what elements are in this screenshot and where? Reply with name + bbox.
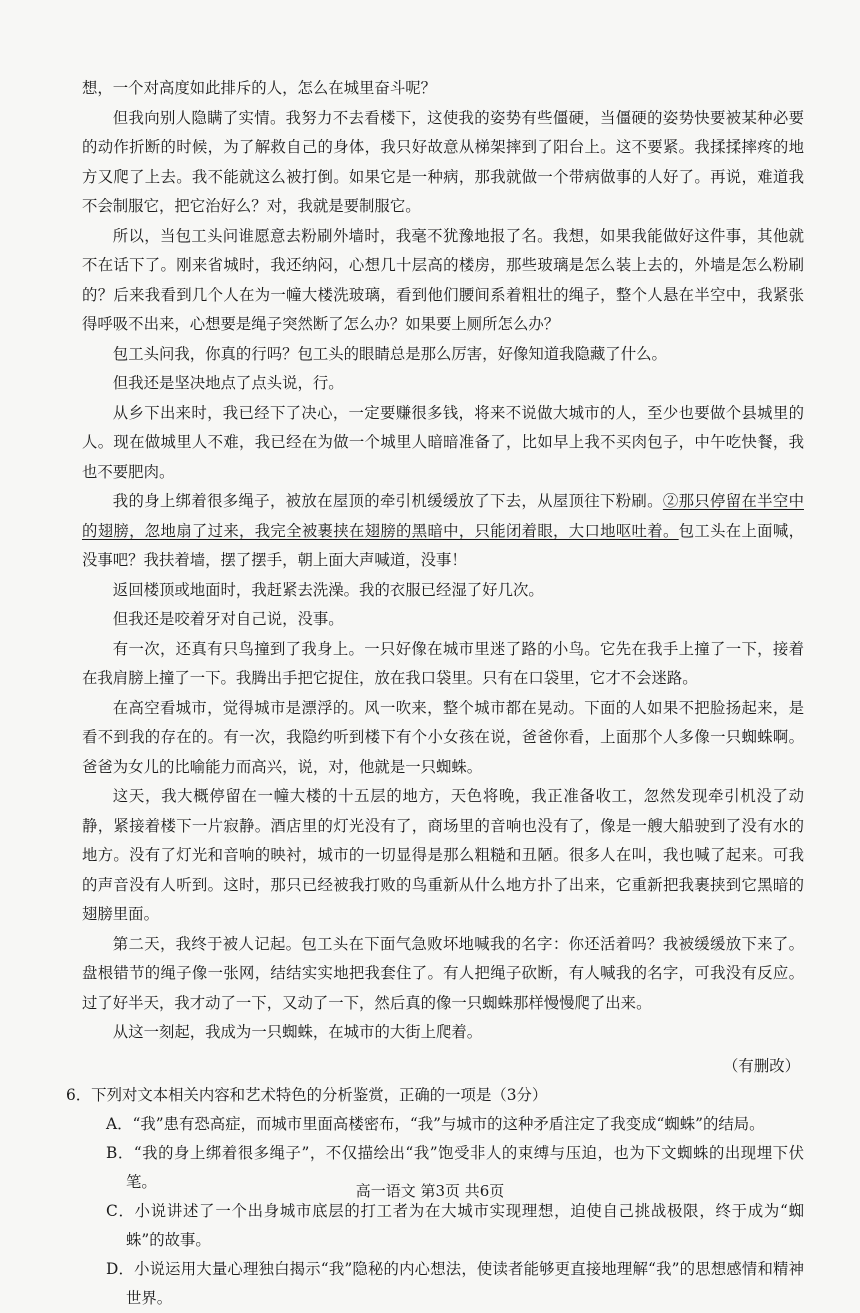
story-paragraph: 第二天，我终于被人记起。包工头在下面气急败坏地喊我的名字：你还活着吗？我被缓缓放下来了。盘根错节的绳子像一张网，结结实实地把我套住了。有人把绳子砍断，有人喊我的名字，可我没有反应。过了好半天，我才动了一下，又动了一下，然后真的像一只蜘蛛那样慢慢爬了出来。 (82, 934, 804, 1012)
paragraph-segment: 包工头在上面喊，没事吧？我扶着墙，摆了摆手，朝上面大声喊道，没事！ (82, 521, 804, 569)
story-paragraph-underlined (82, 487, 804, 576)
story-paragraph: 想，一个对高度如此排斥的人，怎么在城里奋斗呢？ (82, 79, 436, 97)
option-c: C．小说讲述了一个出身城市底层的打工者为在大城市实现理想，迫使自己挑战极限，终于成为“蜘蛛”的故事。 (106, 1201, 804, 1249)
story-paragraph: 所以，当包工头问谁愿意去粉刷外墙时，我毫不犹豫地报了名。我想，如果我能做好这件事，其他就不在话下了。刚来省城时，我还纳闷，心想几十层高的楼房，那些玻璃是怎么装上去的，外墙是怎么粉刷的？后来我看到几个人在为一幢大楼洗玻璃，看到他们腰间系着粗壮的绳子，整个人悬在半空中，我紧张得呼吸不出来，心想要是绳子突然断了怎么办？如果要上厕所怎么办？ (82, 226, 804, 333)
option-a: A．“我”患有恐高症，而城市里面高楼密布，“我”与城市的这种矛盾注定了我变成“蜘蛛”的结局。 (106, 1114, 765, 1133)
edit-note: （有删改） (723, 1056, 800, 1075)
option-d: D．小说运用大量心理独白揭示“我”隐秘的内心想法，使读者能够更直接地理解“我”的思想感情和精神世界。 (106, 1259, 804, 1307)
story-paragraph: 返回楼顶或地面时，我赶紧去洗澡。我的衣服已经湿了好几次。 (112, 580, 544, 599)
question-stem: 6．下列对文本相关内容和艺术特色的分析鉴赏，正确的一项是（3分） (66, 1085, 548, 1104)
underlined-sentence-2: ②那只停留在半空中的翅膀，忽地扇了过来，我完全被裹挟在翅膀的黑暗中，只能闭着眼，大口地呕吐着。 (82, 492, 804, 540)
story-paragraph: 有一次，还真有只鸟撞到了我身上。一只好像在城市里迷了路的小鸟。它先在我手上撞了一下，接着在我肩膀上撞了一下。我腾出手把它捉住，放在我口袋里。只有在口袋里，它才不会迷路。 (82, 639, 804, 687)
story-paragraph: 从乡下出来时，我已经下了决心，一定要赚很多钱，将来不说做大城市的人，至少也要做个县城里的人。现在做城里人不难，我已经在为做一个城里人暗暗准备了，比如早上我不买肉包子，中午吃快餐，我也不要肥肉。 (82, 403, 804, 481)
story-paragraph: 在高空看城市，觉得城市是漂浮的。风一吹来，整个城市都在晃动。下面的人如果不把脸扬起来，是看不到我的存在的。有一次，我隐约听到楼下有个小女孩在说，爸爸你看，上面那个人多像一只蜘蛛啊。爸爸为女儿的比喻能力而高兴，说，对，他就是一只蜘蛛。 (82, 698, 804, 776)
option-b: B．“我的身上绑着很多绳子”，不仅描绘出“我”饱受非人的束缚与压迫，也为下文蜘蛛的出现埋下伏笔。 (106, 1143, 804, 1191)
paragraph-segment: 我的身上绑着很多绳子，被放在屋顶的牵引机缓缓放了下去，从屋顶往下粉刷。 (112, 492, 663, 510)
story-paragraph: 但我还是坚决地点了点头说，行。 (112, 374, 344, 392)
story-paragraph: 从这一刻起，我成为一只蜘蛛，在城市的大街上爬着。 (112, 1023, 483, 1041)
page-footer: 高一语文 第3页 共6页 (355, 1182, 505, 1200)
story-paragraph: 这天，我大概停留在一幢大楼的十五层的地方，天色将晚，我正准备收工，忽然发现牵引机没了动静，紧接着楼下一片寂静。酒店里的灯光没有了，商场里的音响也没有了，像是一艘大船驶到了没有水的地方。没有了灯光和音响的映衬，城市的一切显得是那么粗糙和丑陋。很多人在叫，我也喊了起来。可我的声音没有人听到。这时，那只已经被我打败的鸟重新从什么地方扑了出来，它重新把我裹挟到它黑暗的翅膀里面。 (82, 787, 804, 923)
story-paragraph: 但我向别人隐瞒了实情。我努力不去看楼下，这使我的姿势有些僵硬，当僵硬的姿势快要被某种必要的动作折断的时候，为了解救自己的身体，我只好故意从梯架摔到了阳台上。这不要紧。我揉揉摔疼的地方又爬了上去。我不能就这么被打倒。如果它是一种病，那我就做一个带病做事的人好了。再说，难道我不会制服它，把它治好么？对，我就是要制服它。 (82, 108, 804, 215)
story-paragraph: 包工头问我，你真的行吗？包工头的眼睛总是那么厉害，好像知道我隐藏了什么。 (112, 344, 667, 363)
story-paragraph: 但我还是咬着牙对自己说，没事。 (112, 610, 344, 628)
